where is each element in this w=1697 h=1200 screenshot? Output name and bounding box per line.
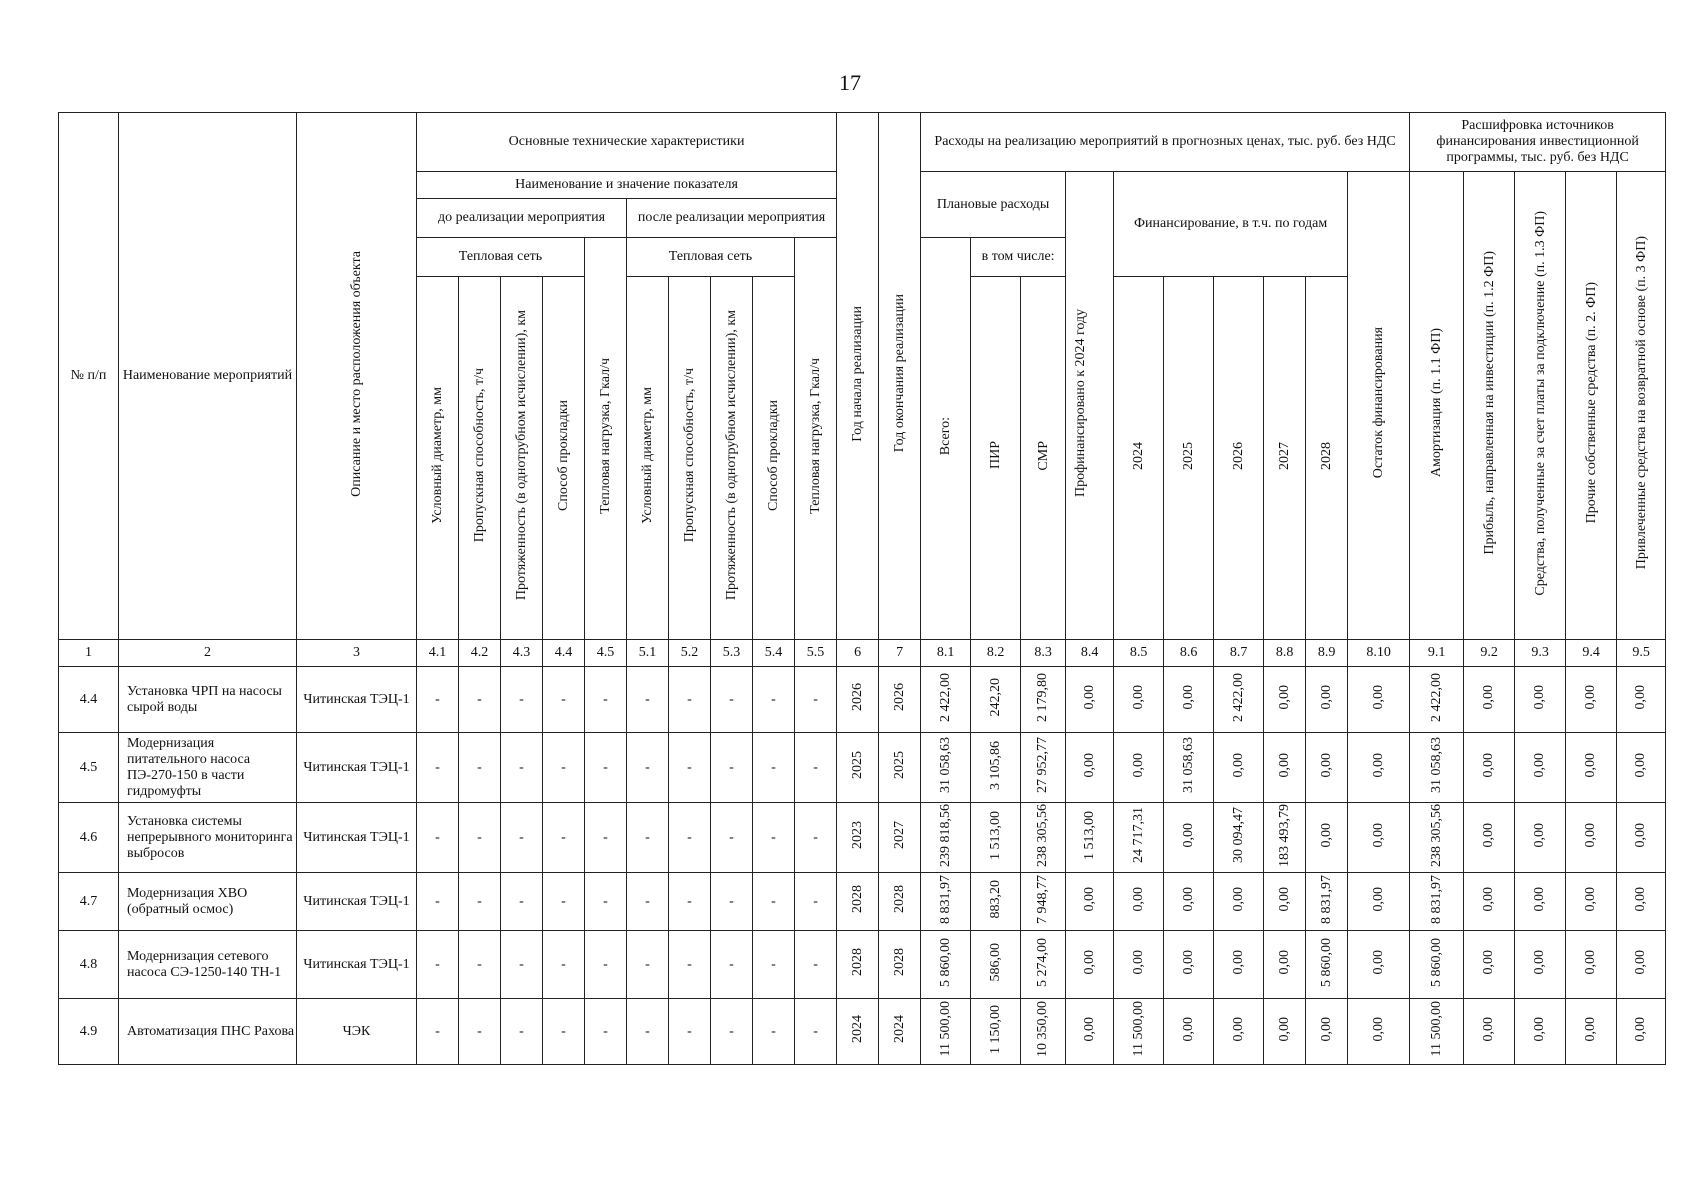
row-tech-dash: - [459,667,501,733]
row-tech-dash: - [711,667,753,733]
row-pir: 1 513,00 [971,803,1021,873]
row-tech-dash: - [753,733,795,803]
row-tech-dash: - [627,667,669,733]
column-index-row [59,640,1666,667]
row-total: 11 500,00 [921,999,971,1065]
column-index-cell: 9.4 [1566,640,1617,667]
row-year-start: 2028 [837,931,879,999]
row-year-end: 2025 [879,733,921,803]
row-tech-dash: - [627,873,669,931]
row-num: 4.4 [59,667,119,733]
row-name: Модернизация питательного насоса ПЭ-270-150 в части гидромуфты [119,733,297,803]
column-index-cell: 9.2 [1464,640,1515,667]
column-index-cell: 5.5 [795,640,837,667]
row-conn: 0,00 [1515,733,1566,803]
row-tech-dash: - [795,733,837,803]
row-num: 4.8 [59,931,119,999]
row-year-start: 2026 [837,667,879,733]
row-tech-dash: - [795,873,837,931]
row-y2026: 0,00 [1214,873,1264,931]
row-tech-dash: - [753,873,795,931]
header-y2027: 2027 [1264,277,1306,640]
row-tech-dash: - [669,803,711,873]
row-profit: 0,00 [1464,667,1515,733]
row-total: 5 860,00 [921,931,971,999]
row-tech-dash: - [543,873,585,931]
row-pref: 1 513,00 [1066,803,1114,873]
header-heat-net-after: Тепловая сеть [627,238,795,277]
header-length-after: Протяженность (в однотрубном исчислении), км [711,277,753,640]
header-remainder: Остаток финансирования [1348,172,1410,640]
row-tech-dash: - [795,667,837,733]
row-pir: 242,20 [971,667,1021,733]
row-y2026: 0,00 [1214,931,1264,999]
row-total: 8 831,97 [921,873,971,931]
row-pref: 0,00 [1066,999,1114,1065]
row-borrow: 0,00 [1617,667,1666,733]
row-amort: 238 305,56 [1410,803,1464,873]
header-profit: Прибыль, направленная на инвестиции (п. 1.2 ФП) [1464,172,1515,640]
row-y2025: 0,00 [1164,667,1214,733]
row-tech-dash: - [795,803,837,873]
row-name: Автоматизация ПНС Рахова [119,999,297,1065]
row-tech-dash: - [669,873,711,931]
row-smr: 7 948,77 [1021,873,1066,931]
row-y2024: 24 717,31 [1114,803,1164,873]
row-year-end: 2026 [879,667,921,733]
row-rest: 0,00 [1348,803,1410,873]
row-smr: 5 274,00 [1021,931,1066,999]
row-y2027: 0,00 [1264,931,1306,999]
header-laying-after: Способ прокладки [753,277,795,640]
row-tech-dash: - [795,931,837,999]
row-tech-dash: - [585,803,627,873]
page-number: 17 [839,70,861,95]
row-place: Читинская ТЭЦ-1 [297,873,417,931]
row-tech-dash: - [543,733,585,803]
row-total: 31 058,63 [921,733,971,803]
column-index-cell: 5.3 [711,640,753,667]
row-y2026: 2 422,00 [1214,667,1264,733]
row-tech-dash: - [501,803,543,873]
row-tech-dash: - [501,733,543,803]
row-conn: 0,00 [1515,667,1566,733]
row-conn: 0,00 [1515,999,1566,1065]
column-index-cell: 8.7 [1214,640,1264,667]
row-conn: 0,00 [1515,931,1566,999]
column-index-cell: 9.5 [1617,640,1666,667]
row-smr: 10 350,00 [1021,999,1066,1065]
table-row [59,873,1666,931]
table-body [59,667,1666,1065]
row-y2027: 0,00 [1264,873,1306,931]
row-tech-dash: - [543,803,585,873]
row-name: Модернизация сетевого насоса СЭ-1250-140 ТН-1 [119,931,297,999]
row-tech-dash: - [753,999,795,1065]
row-place: Читинская ТЭЦ-1 [297,733,417,803]
row-amort: 2 422,00 [1410,667,1464,733]
header-indicator: Наименование и значение показателя [417,172,837,199]
row-tech-dash: - [753,803,795,873]
row-rest: 0,00 [1348,999,1410,1065]
row-tech-dash: - [585,733,627,803]
header-costs: Расходы на реализацию мероприятий в прогнозных ценах, тыс. руб. без НДС [921,113,1410,172]
row-tech-dash: - [627,733,669,803]
row-year-end: 2028 [879,873,921,931]
row-y2025: 31 058,63 [1164,733,1214,803]
row-borrow: 0,00 [1617,803,1666,873]
row-amort: 8 831,97 [1410,873,1464,931]
row-tech-dash: - [753,931,795,999]
header-length-before: Протяженность (в однотрубном исчислении), км [501,277,543,640]
header-after: после реализации мероприятия [627,199,837,238]
row-pir: 883,20 [971,873,1021,931]
row-borrow: 0,00 [1617,733,1666,803]
row-y2027: 0,00 [1264,999,1306,1065]
column-index-cell: 7 [879,640,921,667]
row-pref: 0,00 [1066,931,1114,999]
header-borrowed: Привлеченные средства на возвратной основе (п. 3 ФП) [1617,172,1666,640]
row-profit: 0,00 [1464,999,1515,1065]
row-y2028: 0,00 [1306,803,1348,873]
column-index-cell: 8.10 [1348,640,1410,667]
header-total: Всего: [921,238,971,640]
row-rest: 0,00 [1348,667,1410,733]
header-y2026: 2026 [1214,277,1264,640]
row-name: Установка системы непрерывного мониторинга выбросов [119,803,297,873]
header-amort: Амортизация (п. 1.1 ФП) [1410,172,1464,640]
row-year-start: 2023 [837,803,879,873]
column-index-cell: 8.4 [1066,640,1114,667]
row-tech-dash: - [459,803,501,873]
row-pref: 0,00 [1066,667,1114,733]
table-row [59,733,1666,803]
row-tech-dash: - [543,931,585,999]
row-place: Читинская ТЭЦ-1 [297,803,417,873]
row-y2024: 0,00 [1114,667,1164,733]
row-y2028: 0,00 [1306,733,1348,803]
row-tech-dash: - [627,931,669,999]
header-tech: Основные технические характеристики [417,113,837,172]
row-tech-dash: - [543,999,585,1065]
row-tech-dash: - [417,931,459,999]
row-borrow: 0,00 [1617,931,1666,999]
row-year-end: 2028 [879,931,921,999]
row-profit: 0,00 [1464,873,1515,931]
header-smr: СМР [1021,277,1066,640]
row-y2028: 8 831,97 [1306,873,1348,931]
row-y2027: 0,00 [1264,667,1306,733]
row-year-end: 2024 [879,999,921,1065]
row-y2024: 0,00 [1114,873,1164,931]
row-rest: 0,00 [1348,733,1410,803]
header-heat-net-before: Тепловая сеть [417,238,585,277]
row-year-start: 2025 [837,733,879,803]
row-y2026: 0,00 [1214,733,1264,803]
table-row [59,931,1666,999]
row-own: 0,00 [1566,931,1617,999]
row-tech-dash: - [459,931,501,999]
row-y2025: 0,00 [1164,803,1214,873]
header-y2024: 2024 [1114,277,1164,640]
header-num: № п/п [59,113,119,640]
column-index-cell: 2 [119,640,297,667]
column-index-cell: 9.3 [1515,640,1566,667]
row-year-end: 2027 [879,803,921,873]
column-index-cell: 8.6 [1164,640,1214,667]
row-tech-dash: - [711,999,753,1065]
row-tech-dash: - [711,803,753,873]
row-tech-dash: - [585,931,627,999]
row-tech-dash: - [627,803,669,873]
row-tech-dash: - [417,999,459,1065]
row-num: 4.7 [59,873,119,931]
column-index-cell: 5.1 [627,640,669,667]
header-laying-before: Способ прокладки [543,277,585,640]
header-own: Прочие собственные средства (п. 2. ФП) [1566,172,1617,640]
row-profit: 0,00 [1464,803,1515,873]
header-name: Наименование мероприятий [119,113,297,640]
column-index-cell: 4.5 [585,640,627,667]
row-smr: 238 305,56 [1021,803,1066,873]
row-tech-dash: - [669,667,711,733]
row-y2024: 0,00 [1114,931,1164,999]
header-prefinanced: Профинансировано к 2024 году [1066,172,1114,640]
row-year-start: 2024 [837,999,879,1065]
row-y2026: 0,00 [1214,999,1264,1065]
row-num: 4.6 [59,803,119,873]
row-year-start: 2028 [837,873,879,931]
column-index-cell: 8.8 [1264,640,1306,667]
row-tech-dash: - [669,931,711,999]
row-pref: 0,00 [1066,873,1114,931]
row-own: 0,00 [1566,873,1617,931]
row-tech-dash: - [501,873,543,931]
header-planned: Плановые расходы [921,172,1066,238]
column-index-cell: 8.1 [921,640,971,667]
row-tech-dash: - [417,667,459,733]
column-index-cell: 8.3 [1021,640,1066,667]
column-index-cell: 6 [837,640,879,667]
column-index-cell: 4.2 [459,640,501,667]
column-index-cell: 4.1 [417,640,459,667]
row-y2026: 30 094,47 [1214,803,1264,873]
row-own: 0,00 [1566,733,1617,803]
row-tech-dash: - [711,931,753,999]
header-connection: Средства, полученные за счет платы за подключение (п. 1.3 ФП) [1515,172,1566,640]
row-tech-dash: - [417,803,459,873]
row-tech-dash: - [501,931,543,999]
row-tech-dash: - [543,667,585,733]
column-index-cell: 8.9 [1306,640,1348,667]
row-tech-dash: - [459,873,501,931]
column-index-cell: 8.5 [1114,640,1164,667]
header-diameter-before: Условный диаметр, мм [417,277,459,640]
header-capacity-after: Пропускная способность, т/ч [669,277,711,640]
row-rest: 0,00 [1348,873,1410,931]
row-y2025: 0,00 [1164,999,1214,1065]
header-capacity-before: Пропускная способность, т/ч [459,277,501,640]
row-num: 4.9 [59,999,119,1065]
row-conn: 0,00 [1515,873,1566,931]
investment-table [58,112,1666,1065]
row-rest: 0,00 [1348,931,1410,999]
column-index-cell: 3 [297,640,417,667]
row-pref: 0,00 [1066,733,1114,803]
row-place: Читинская ТЭЦ-1 [297,667,417,733]
row-own: 0,00 [1566,803,1617,873]
row-y2028: 0,00 [1306,667,1348,733]
row-y2028: 0,00 [1306,999,1348,1065]
header-year-start: Год начала реализации [837,113,879,640]
row-borrow: 0,00 [1617,999,1666,1065]
row-y2024: 11 500,00 [1114,999,1164,1065]
row-amort: 11 500,00 [1410,999,1464,1065]
table-row [59,803,1666,873]
row-amort: 31 058,63 [1410,733,1464,803]
row-tech-dash: - [711,873,753,931]
header-y2025: 2025 [1164,277,1214,640]
header-diameter-after: Условный диаметр, мм [627,277,669,640]
header-year-end: Год окончания реализации [879,113,921,640]
table-row [59,999,1666,1065]
column-index-cell: 4.4 [543,640,585,667]
row-y2025: 0,00 [1164,873,1214,931]
row-tech-dash: - [585,873,627,931]
row-tech-dash: - [585,999,627,1065]
row-tech-dash: - [501,999,543,1065]
row-profit: 0,00 [1464,733,1515,803]
row-borrow: 0,00 [1617,873,1666,931]
column-index-cell: 5.4 [753,640,795,667]
row-y2027: 183 493,79 [1264,803,1306,873]
header-pir: ПИР [971,277,1021,640]
row-place: ЧЭК [297,999,417,1065]
row-tech-dash: - [711,733,753,803]
row-pir: 1 150,00 [971,999,1021,1065]
row-y2027: 0,00 [1264,733,1306,803]
column-index-cell: 5.2 [669,640,711,667]
row-name: Модернизация ХВО (обратный осмос) [119,873,297,931]
row-tech-dash: - [417,733,459,803]
row-pir: 586,00 [971,931,1021,999]
column-index-cell: 4.3 [501,640,543,667]
row-profit: 0,00 [1464,931,1515,999]
header-load-before: Тепловая нагрузка, Гкал/ч [585,238,627,640]
row-tech-dash: - [417,873,459,931]
row-conn: 0,00 [1515,803,1566,873]
row-tech-dash: - [627,999,669,1065]
header-load-after: Тепловая нагрузка, Гкал/ч [795,238,837,640]
header-y2028: 2028 [1306,277,1348,640]
row-smr: 27 952,77 [1021,733,1066,803]
row-amort: 5 860,00 [1410,931,1464,999]
row-tech-dash: - [669,733,711,803]
table-row [59,667,1666,733]
row-tech-dash: - [459,999,501,1065]
column-index-cell: 8.2 [971,640,1021,667]
row-own: 0,00 [1566,999,1617,1065]
row-total: 2 422,00 [921,667,971,733]
row-tech-dash: - [753,667,795,733]
column-index-cell: 1 [59,640,119,667]
row-tech-dash: - [669,999,711,1065]
row-tech-dash: - [795,999,837,1065]
row-y2025: 0,00 [1164,931,1214,999]
row-smr: 2 179,80 [1021,667,1066,733]
header-description: Описание и место расположения объекта [297,113,417,640]
row-y2028: 5 860,00 [1306,931,1348,999]
header-financing-years: Финансирование, в т.ч. по годам [1114,172,1348,277]
column-index-cell: 9.1 [1410,640,1464,667]
row-tech-dash: - [501,667,543,733]
row-name: Установка ЧРП на насосы сырой воды [119,667,297,733]
header-including: в том числе: [971,238,1066,277]
row-total: 239 818,56 [921,803,971,873]
header-before: до реализации мероприятия [417,199,627,238]
row-y2024: 0,00 [1114,733,1164,803]
row-num: 4.5 [59,733,119,803]
row-place: Читинская ТЭЦ-1 [297,931,417,999]
row-tech-dash: - [459,733,501,803]
row-own: 0,00 [1566,667,1617,733]
row-pir: 3 105,86 [971,733,1021,803]
header-sources: Расшифровка источников финансирования инвестиционной программы, тыс. руб. без НДС [1410,113,1666,172]
row-tech-dash: - [585,667,627,733]
